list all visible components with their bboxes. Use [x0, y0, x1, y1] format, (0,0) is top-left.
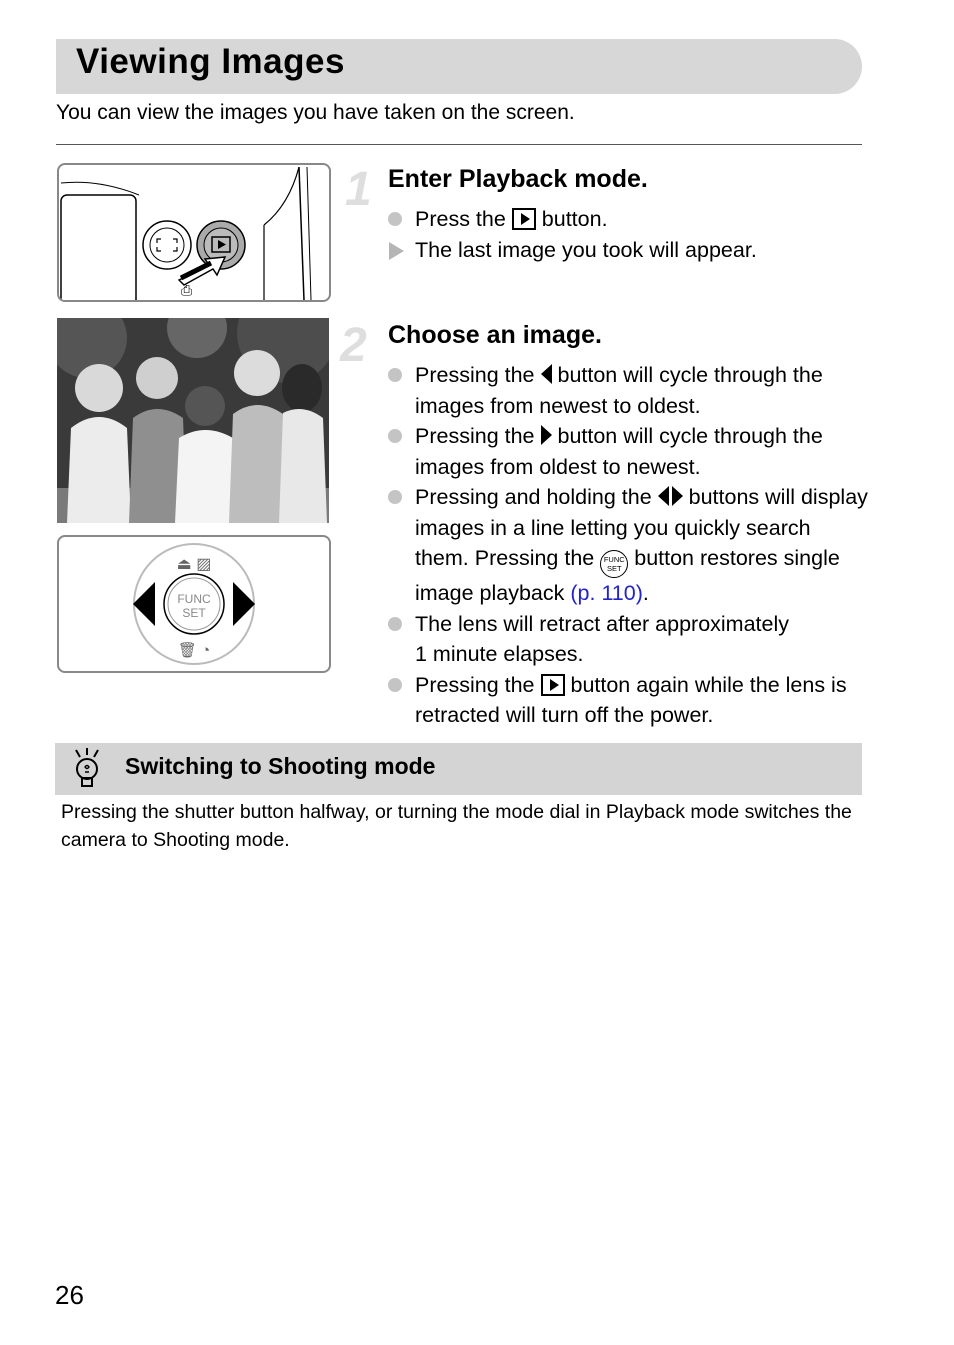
bullet-icon — [388, 212, 402, 226]
right-arrow-icon — [672, 486, 683, 506]
left-arrow-icon — [658, 486, 669, 506]
list-item: Pressing the button will cycle through the images from newest to oldest. — [388, 360, 868, 421]
title-bar — [56, 39, 862, 94]
tip-title: Switching to Shooting mode — [125, 753, 436, 779]
intro-text: You can view the images you have taken on the screen. — [56, 101, 575, 124]
list-item: Pressing the button again while the lens is retracted will turn off the power. — [388, 670, 868, 731]
step-1-bullets — [388, 204, 868, 265]
result-arrow-icon — [389, 242, 404, 260]
list-item: Pressing and holding the buttons will display images in a line letting you quickly search them. Pressing the FUNC SET button restores single image playback (p. 110). — [388, 482, 868, 609]
control-dial-illustration — [57, 535, 331, 673]
page-number: 26 — [55, 1280, 84, 1310]
bullet-icon — [388, 678, 402, 692]
step-2-bullets — [388, 360, 868, 731]
step-number-2: 2 — [340, 319, 367, 372]
step-1-heading: Enter Playback mode. — [388, 165, 648, 193]
bullet-icon — [388, 429, 402, 443]
divider — [56, 144, 862, 145]
bullet-icon — [388, 617, 402, 631]
svg-text:FUNC: FUNC — [177, 592, 211, 606]
page-reference-link[interactable]: (p. 110) — [570, 581, 643, 605]
step-number-1: 1 — [345, 163, 372, 216]
bullet-icon — [388, 490, 402, 504]
list-item: Press the button. — [388, 204, 868, 235]
svg-text:⎙: ⎙ — [181, 282, 193, 298]
playback-icon — [541, 674, 565, 696]
step-2-heading: Choose an image. — [388, 321, 602, 349]
list-item: The last image you took will appear. — [388, 235, 868, 266]
bullet-icon — [388, 368, 402, 382]
svg-text:⏏ ▨: ⏏ ▨ — [176, 556, 212, 573]
playback-icon — [512, 208, 536, 230]
svg-text:SET: SET — [182, 606, 206, 620]
tip-header — [55, 743, 862, 795]
list-item: Pressing the button will cycle through the images from oldest to newest. — [388, 421, 868, 482]
svg-text:🗑 ◔: 🗑 ◔ — [177, 642, 211, 659]
func-set-icon: FUNC SET — [600, 550, 628, 578]
list-item: The lens will retract after approximately 1 minute elapses. — [388, 609, 868, 670]
sample-photo — [57, 318, 329, 523]
right-arrow-icon — [541, 425, 552, 445]
left-arrow-icon — [541, 364, 552, 384]
tip-body: Pressing the shutter button halfway, or turning the mode dial in Playback mode switches the camera to Shooting mode. — [61, 801, 852, 851]
lightbulb-icon — [71, 747, 103, 791]
camera-back-illustration — [57, 163, 331, 302]
page-title: Viewing Images — [76, 42, 345, 81]
